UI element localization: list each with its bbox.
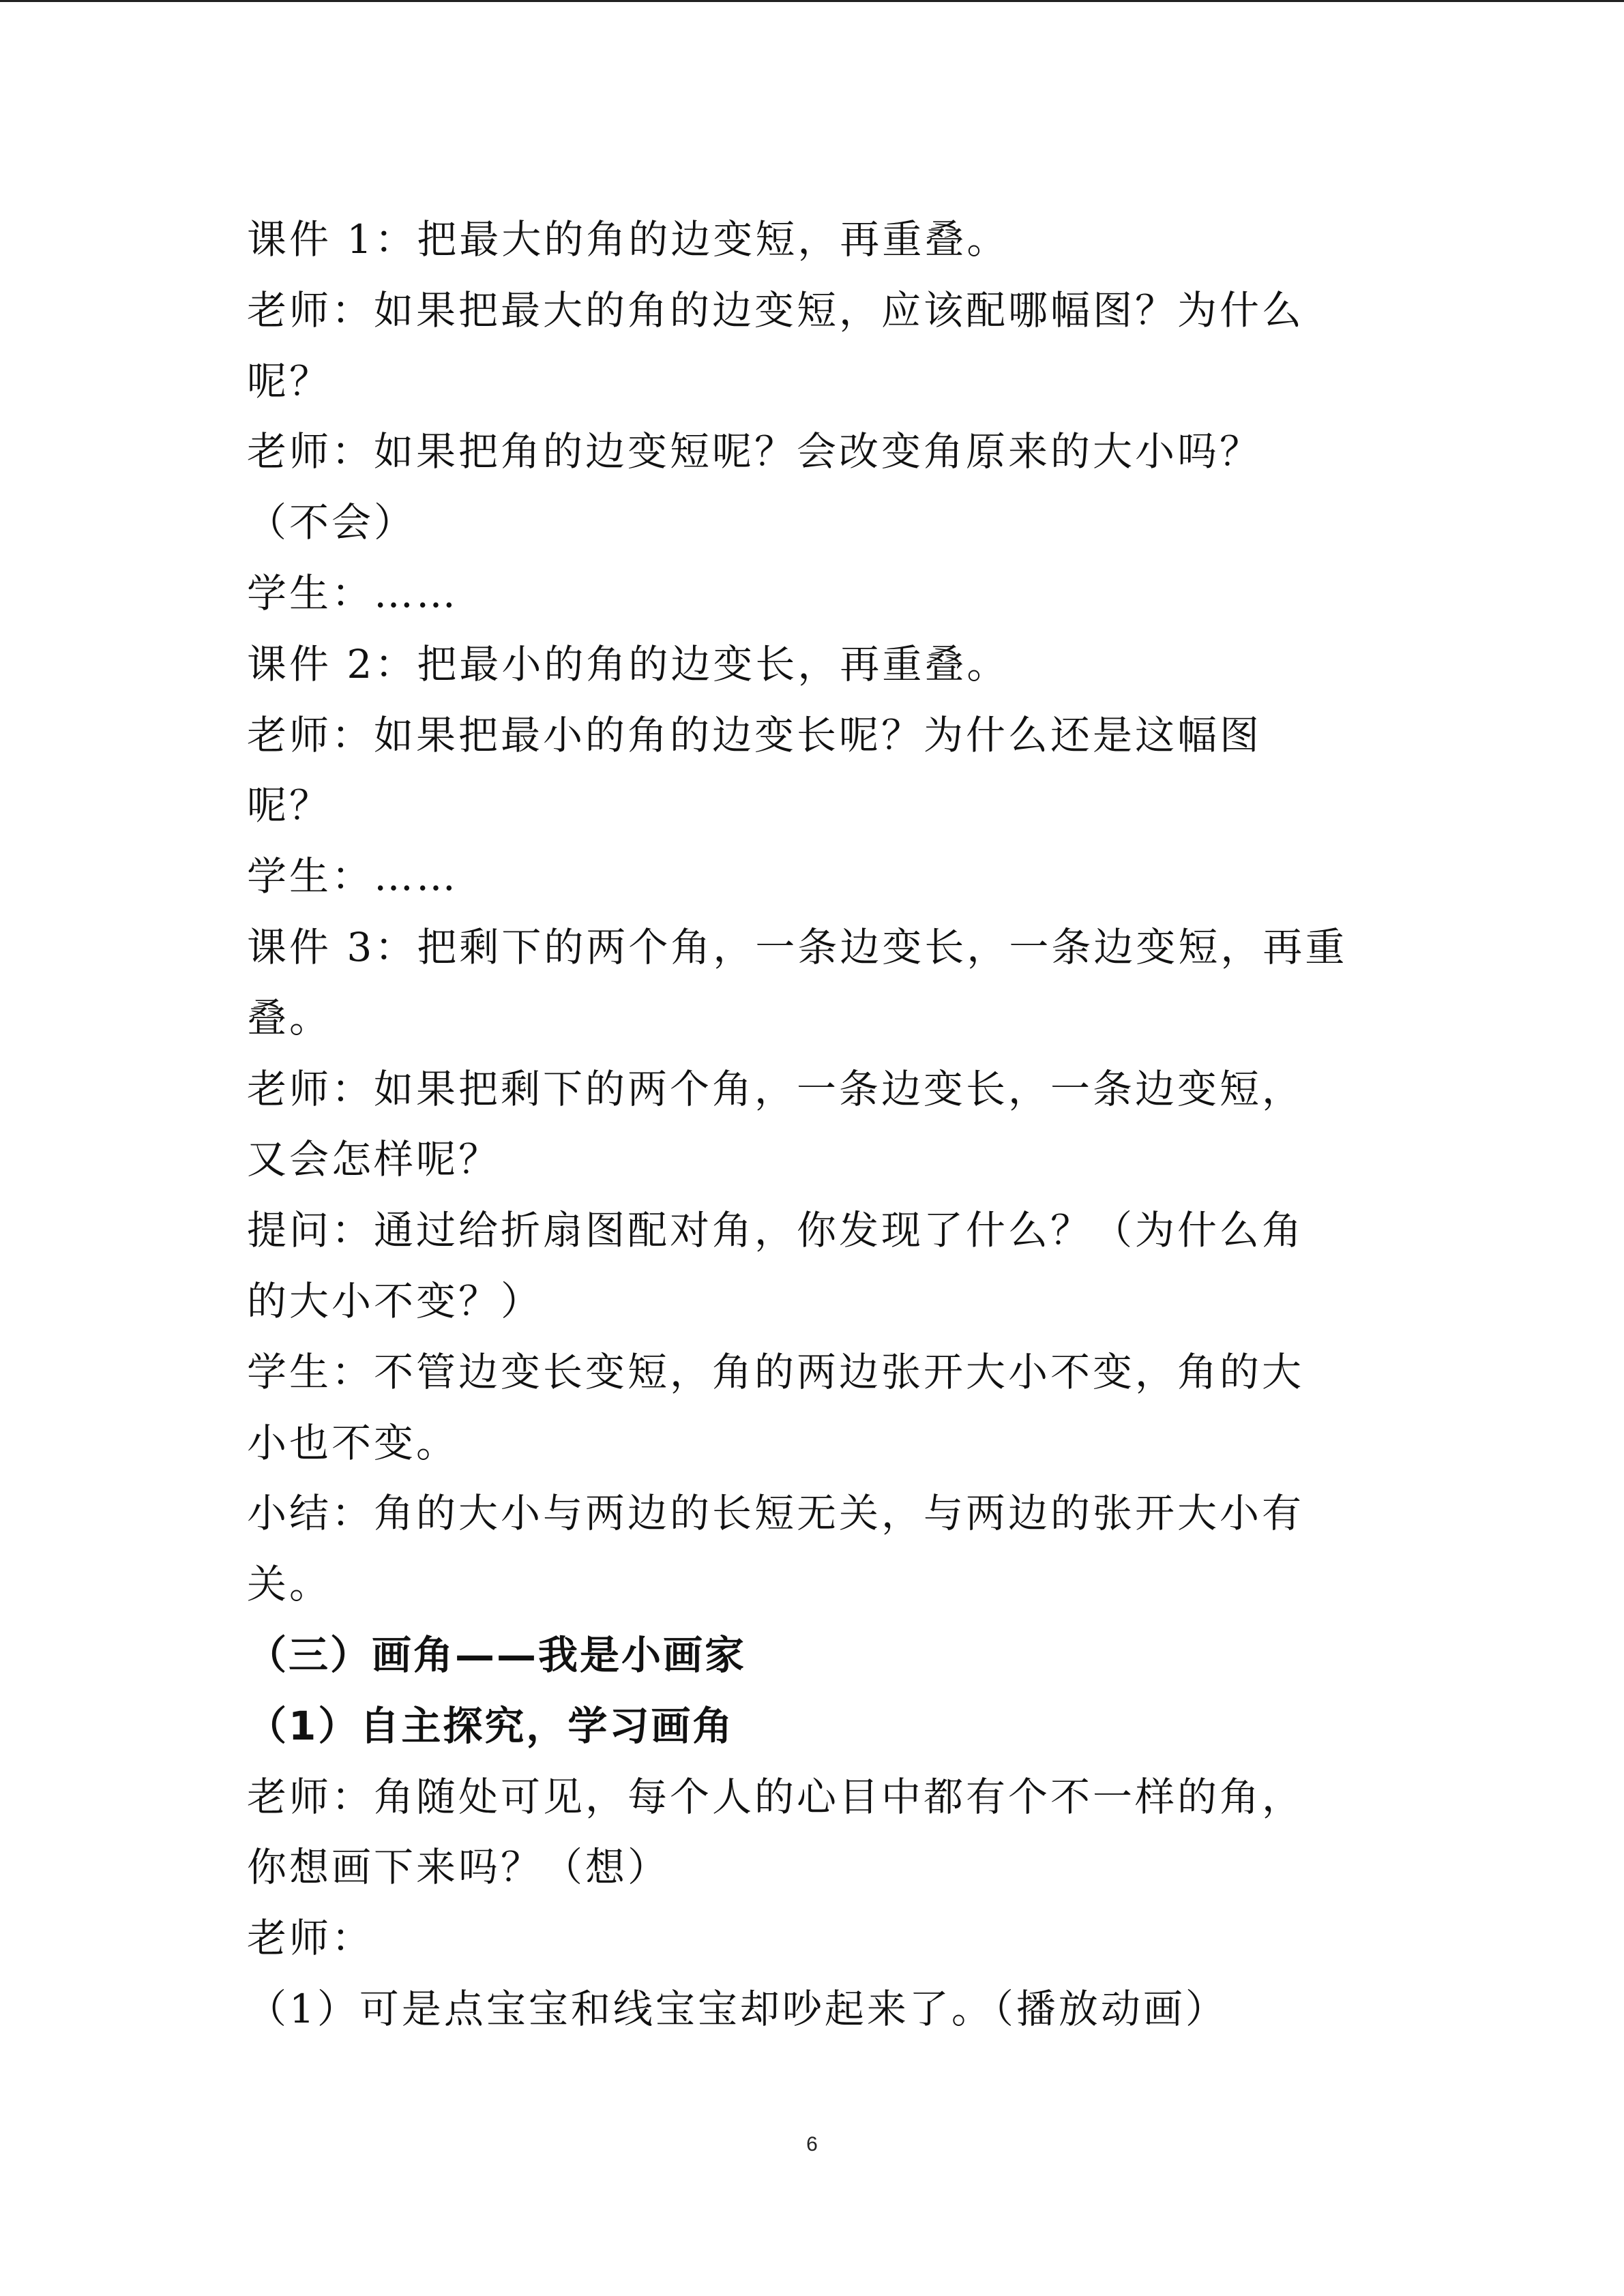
text-line: 呢？ (247, 357, 332, 404)
text-line: 课件 1：把最大的角的边变短，再重叠。 (247, 216, 1009, 263)
text-line: 你想画下来吗？（想） (247, 1844, 670, 1891)
text-line: 又会怎样呢？ (247, 1136, 501, 1183)
text-line: 学生：…… (247, 569, 459, 616)
document-body (247, 205, 1393, 2045)
text-line: 老师：如果把角的边变短呢？会改变角原来的大小吗？ (247, 428, 1263, 475)
text-line: 学生：不管边变长变短，角的两边张开大小不变，角的大 (247, 1348, 1305, 1395)
text-line: 关。 (247, 1561, 332, 1608)
text-line: 课件 3：把剩下的两个角，一条边变长，一条边变短，再重 (247, 923, 1348, 970)
text-line: 老师：如果把剩下的两个角，一条边变长，一条边变短， (247, 1065, 1305, 1112)
text-line: 提问：通过给折扇图配对角，你发现了什么？（为什么角 (247, 1207, 1305, 1254)
text-line: 叠。 (247, 994, 332, 1041)
text-line: 老师： (247, 1915, 374, 1962)
text-line: 学生：…… (247, 853, 459, 900)
page-number: 6 (806, 2133, 818, 2156)
text-line: 老师：角随处可见，每个人的心目中都有个不一样的角， (247, 1773, 1305, 1820)
text-line: （1）可是点宝宝和线宝宝却吵起来了。（播放动画） (247, 1985, 1228, 2032)
text-line: 的大小不变？） (247, 1277, 544, 1324)
section-heading: （三）画角——我是小画家 (247, 1631, 747, 1678)
text-line: （不会） (247, 499, 417, 546)
text-line: 课件 2：把最小的角的边变长，再重叠。 (247, 640, 1009, 687)
top-border-line (0, 0, 1624, 2)
text-line: 小结：角的大小与两边的长短无关，与两边的张开大小有 (247, 1490, 1305, 1537)
text-line: 小也不变。 (247, 1419, 459, 1466)
subsection-heading: （1）自主探究，学习画角 (247, 1702, 735, 1749)
text-line: 老师：如果把最小的角的边变长呢？为什么还是这幅图 (247, 711, 1263, 758)
text-line: 老师：如果把最大的角的边变短，应该配哪幅图？为什么 (247, 286, 1305, 333)
text-line: 呢？ (247, 782, 332, 829)
